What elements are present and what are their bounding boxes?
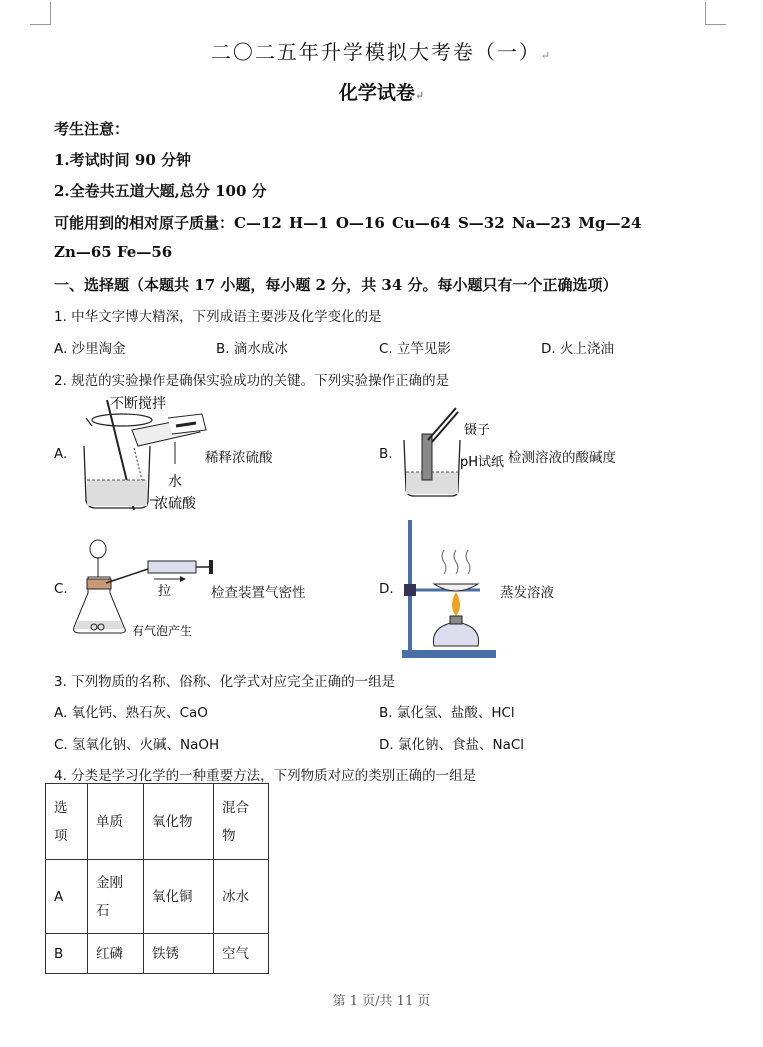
atomic-masses-line-2: Zn—65 Fe—56 (54, 243, 173, 261)
q2-a-letter: A. (54, 446, 68, 462)
table-cell: A (46, 860, 88, 934)
q1-option-d: D. 火上浇油 (541, 341, 614, 357)
q3-option-b: B. 氯化氢、盐酸、HCl (379, 705, 515, 721)
table-header-cell: 氧化物 (144, 784, 214, 860)
section-heading: 一、选择题（本题共 17 小题，每小题 2 分，共 34 分。每小题只有一个正确选项） (54, 276, 618, 294)
table-cell: 金刚石 (88, 860, 144, 934)
table-cell: B (46, 934, 88, 974)
table-header-cell: 混合物 (214, 784, 269, 860)
atomic-masses-line-1: 可能用到的相对原子质量：C—12 H—1 O—16 Cu—64 S—32 Na—23 Mg—24 (54, 214, 642, 232)
table-cell: 红磷 (88, 934, 144, 974)
evaporation-figure (400, 518, 500, 660)
corner-mark-right (705, 2, 726, 25)
conc-acid-label: 浓硫酸 (154, 496, 196, 512)
table-cell: 氧化铜 (144, 860, 214, 934)
q1-option-b: B. 滴水成冰 (216, 341, 288, 357)
classification-table (45, 783, 269, 974)
table-header-cell: 选项 (46, 784, 88, 860)
page-footer: 第 1 页/共 11 页 (332, 994, 431, 1009)
notice-heading: 考生注意： (54, 120, 130, 138)
exam-title: 二〇二五年升学模拟大考卷（一）↵ (210, 40, 553, 64)
water-label: 水 (168, 474, 182, 490)
q2-d-caption: 蒸发溶液 (500, 585, 554, 601)
q3-option-a: A. 氧化钙、熟石灰、CaO (54, 705, 208, 721)
table-header-cell: 单质 (88, 784, 144, 860)
pull-label: 拉 (158, 584, 172, 599)
notice-item-1: 1.考试时间 90 分钟 (54, 151, 191, 169)
q3-stem: 3. 下列物质的名称、俗称、化学式对应完全正确的一组是 (54, 674, 396, 690)
table-header-row (46, 784, 269, 860)
q2-c-caption: 检查装置气密性 (211, 585, 306, 601)
tweezers-label: 镊子 (464, 423, 491, 438)
q2-b-caption: 检测溶液的酸碱度 (508, 450, 616, 466)
q1-option-c: C. 立竿见影 (379, 341, 452, 357)
q2-c-letter: C. (54, 581, 68, 597)
airtight-check-figure (70, 535, 215, 640)
subject-title: 化学试卷↵ (338, 82, 425, 104)
q3-option-d: D. 氯化钠、食盐、NaCl (379, 737, 525, 753)
table-cell: 冰水 (214, 860, 269, 934)
q4-stem: 4. 分类是学习化学的一种重要方法，下列物质对应的类别正确的一组是 (54, 768, 477, 784)
table-cell: 铁锈 (144, 934, 214, 974)
q1-option-a: A. 沙里淘金 (54, 341, 126, 357)
q2-stem: 2. 规范的实验操作是确保实验成功的关键。下列实验操作正确的是 (54, 373, 450, 389)
q2-a-caption: 稀释浓硫酸 (205, 450, 273, 466)
bubbles-label: 有气泡产生 (132, 624, 193, 638)
stir-label: 不断搅拌 (110, 396, 166, 412)
table-row (46, 860, 269, 934)
q1-stem: 1. 中华文字博大精深，下列成语主要涉及化学变化的是 (54, 309, 382, 325)
q2-b-letter: B. (379, 446, 393, 462)
table-cell: 空气 (214, 934, 269, 974)
ph-test-figure (400, 406, 510, 498)
ph-paper-label: pH试纸 (460, 455, 505, 470)
notice-item-2: 2.全卷共五道大题,总分 100 分 (54, 182, 267, 200)
q3-option-c: C. 氢氧化钠、火碱、NaOH (54, 737, 220, 753)
corner-mark-left (30, 2, 51, 25)
table-row (46, 934, 269, 974)
q2-d-letter: D. (379, 581, 394, 597)
